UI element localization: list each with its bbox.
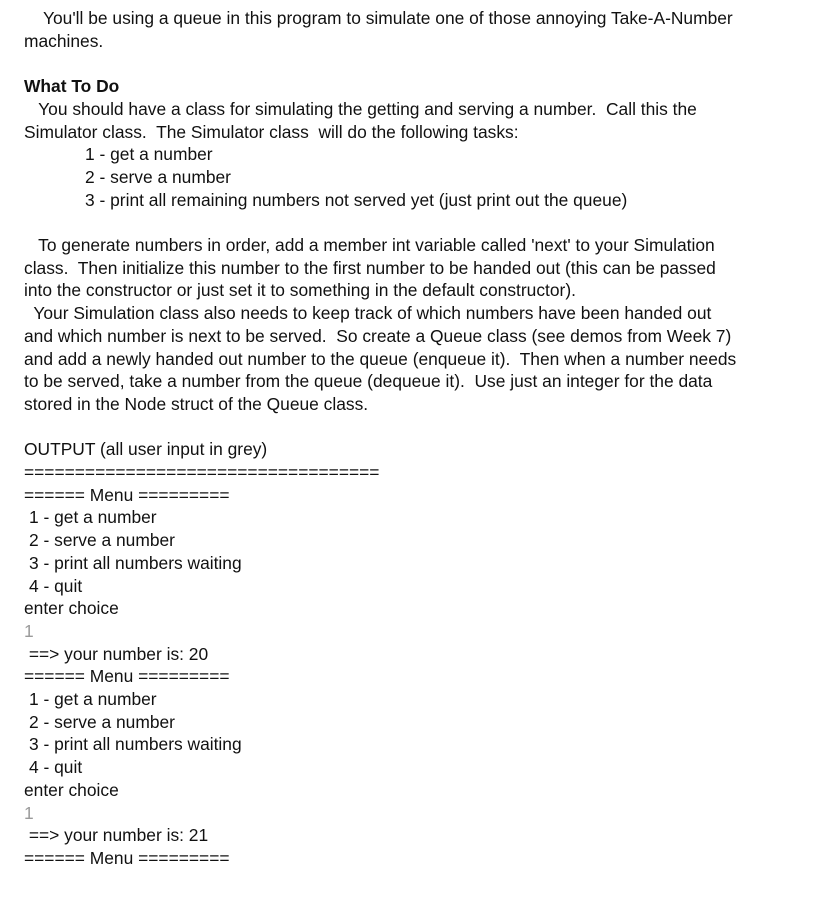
menu-header: ====== Menu =========: [24, 666, 230, 687]
menu-item: 3 - print all numbers waiting: [29, 734, 242, 755]
menu-item: 4 - quit: [29, 575, 83, 596]
menu-header: ====== Menu =========: [24, 847, 230, 868]
paragraph-2-line: class. Then initialize this number to the first number to be handed out (this can be passed: [24, 257, 716, 278]
blank-line: [24, 416, 814, 439]
intro-line-1: You'll be using a queue in this program to simulate one of those annoying Take-A-Number: [24, 8, 733, 28]
paragraph-1-line-1: You should have a class for simulating the getting and serving a number. Call this the: [24, 98, 697, 119]
paragraph-3-line: and add a newly handed out number to the queue (enqueue it). Then when a number needs: [24, 348, 737, 369]
output-separator: ===================================: [24, 462, 380, 483]
output-heading: OUTPUT (all user input in grey): [24, 439, 268, 460]
task-item: 1 - get a number: [85, 144, 213, 165]
enter-choice-prompt: enter choice: [24, 598, 119, 619]
what-to-do-heading: What To Do: [24, 76, 120, 97]
result-line: ==> your number is: 21: [24, 825, 209, 846]
blank-line: [24, 52, 814, 75]
blank-line: [24, 211, 814, 234]
user-input: 1: [24, 620, 34, 641]
menu-item: 2 - serve a number: [29, 711, 175, 732]
paragraph-3-line: and which number is next to be served. So create a Queue class (see demos from Week 7): [24, 325, 732, 346]
paragraph-3-line: to be served, take a number from the queue (dequeue it). Use just an integer for the data: [24, 371, 713, 392]
paragraph-1-line-2: Simulator class. The Simulator class will do the following tasks:: [24, 121, 519, 142]
paragraph-3-line: stored in the Node struct of the Queue class.: [24, 393, 369, 414]
enter-choice-prompt: enter choice: [24, 779, 119, 800]
task-item: 3 - print all remaining numbers not served yet (just print out the queue): [85, 189, 628, 210]
menu-item: 1 - get a number: [29, 689, 157, 710]
result-line: ==> your number is: 20: [24, 643, 209, 664]
paragraph-2-line: into the constructor or just set it to something in the default constructor).: [24, 280, 576, 301]
menu-item: 3 - print all numbers waiting: [29, 552, 242, 573]
menu-item: 2 - serve a number: [29, 530, 175, 551]
menu-header: ====== Menu =========: [24, 484, 230, 505]
paragraph-2-line: To generate numbers in order, add a member int variable called 'next' to your Simulation: [24, 235, 715, 255]
task-item: 2 - serve a number: [85, 166, 231, 187]
menu-item: 4 - quit: [29, 757, 83, 778]
document-page: [24, 7, 814, 870]
intro-line-2: machines.: [24, 30, 104, 51]
menu-item: 1 - get a number: [29, 507, 157, 528]
paragraph-3-line: Your Simulation class also needs to keep track of which numbers have been handed out: [24, 303, 712, 324]
user-input: 1: [24, 802, 34, 823]
